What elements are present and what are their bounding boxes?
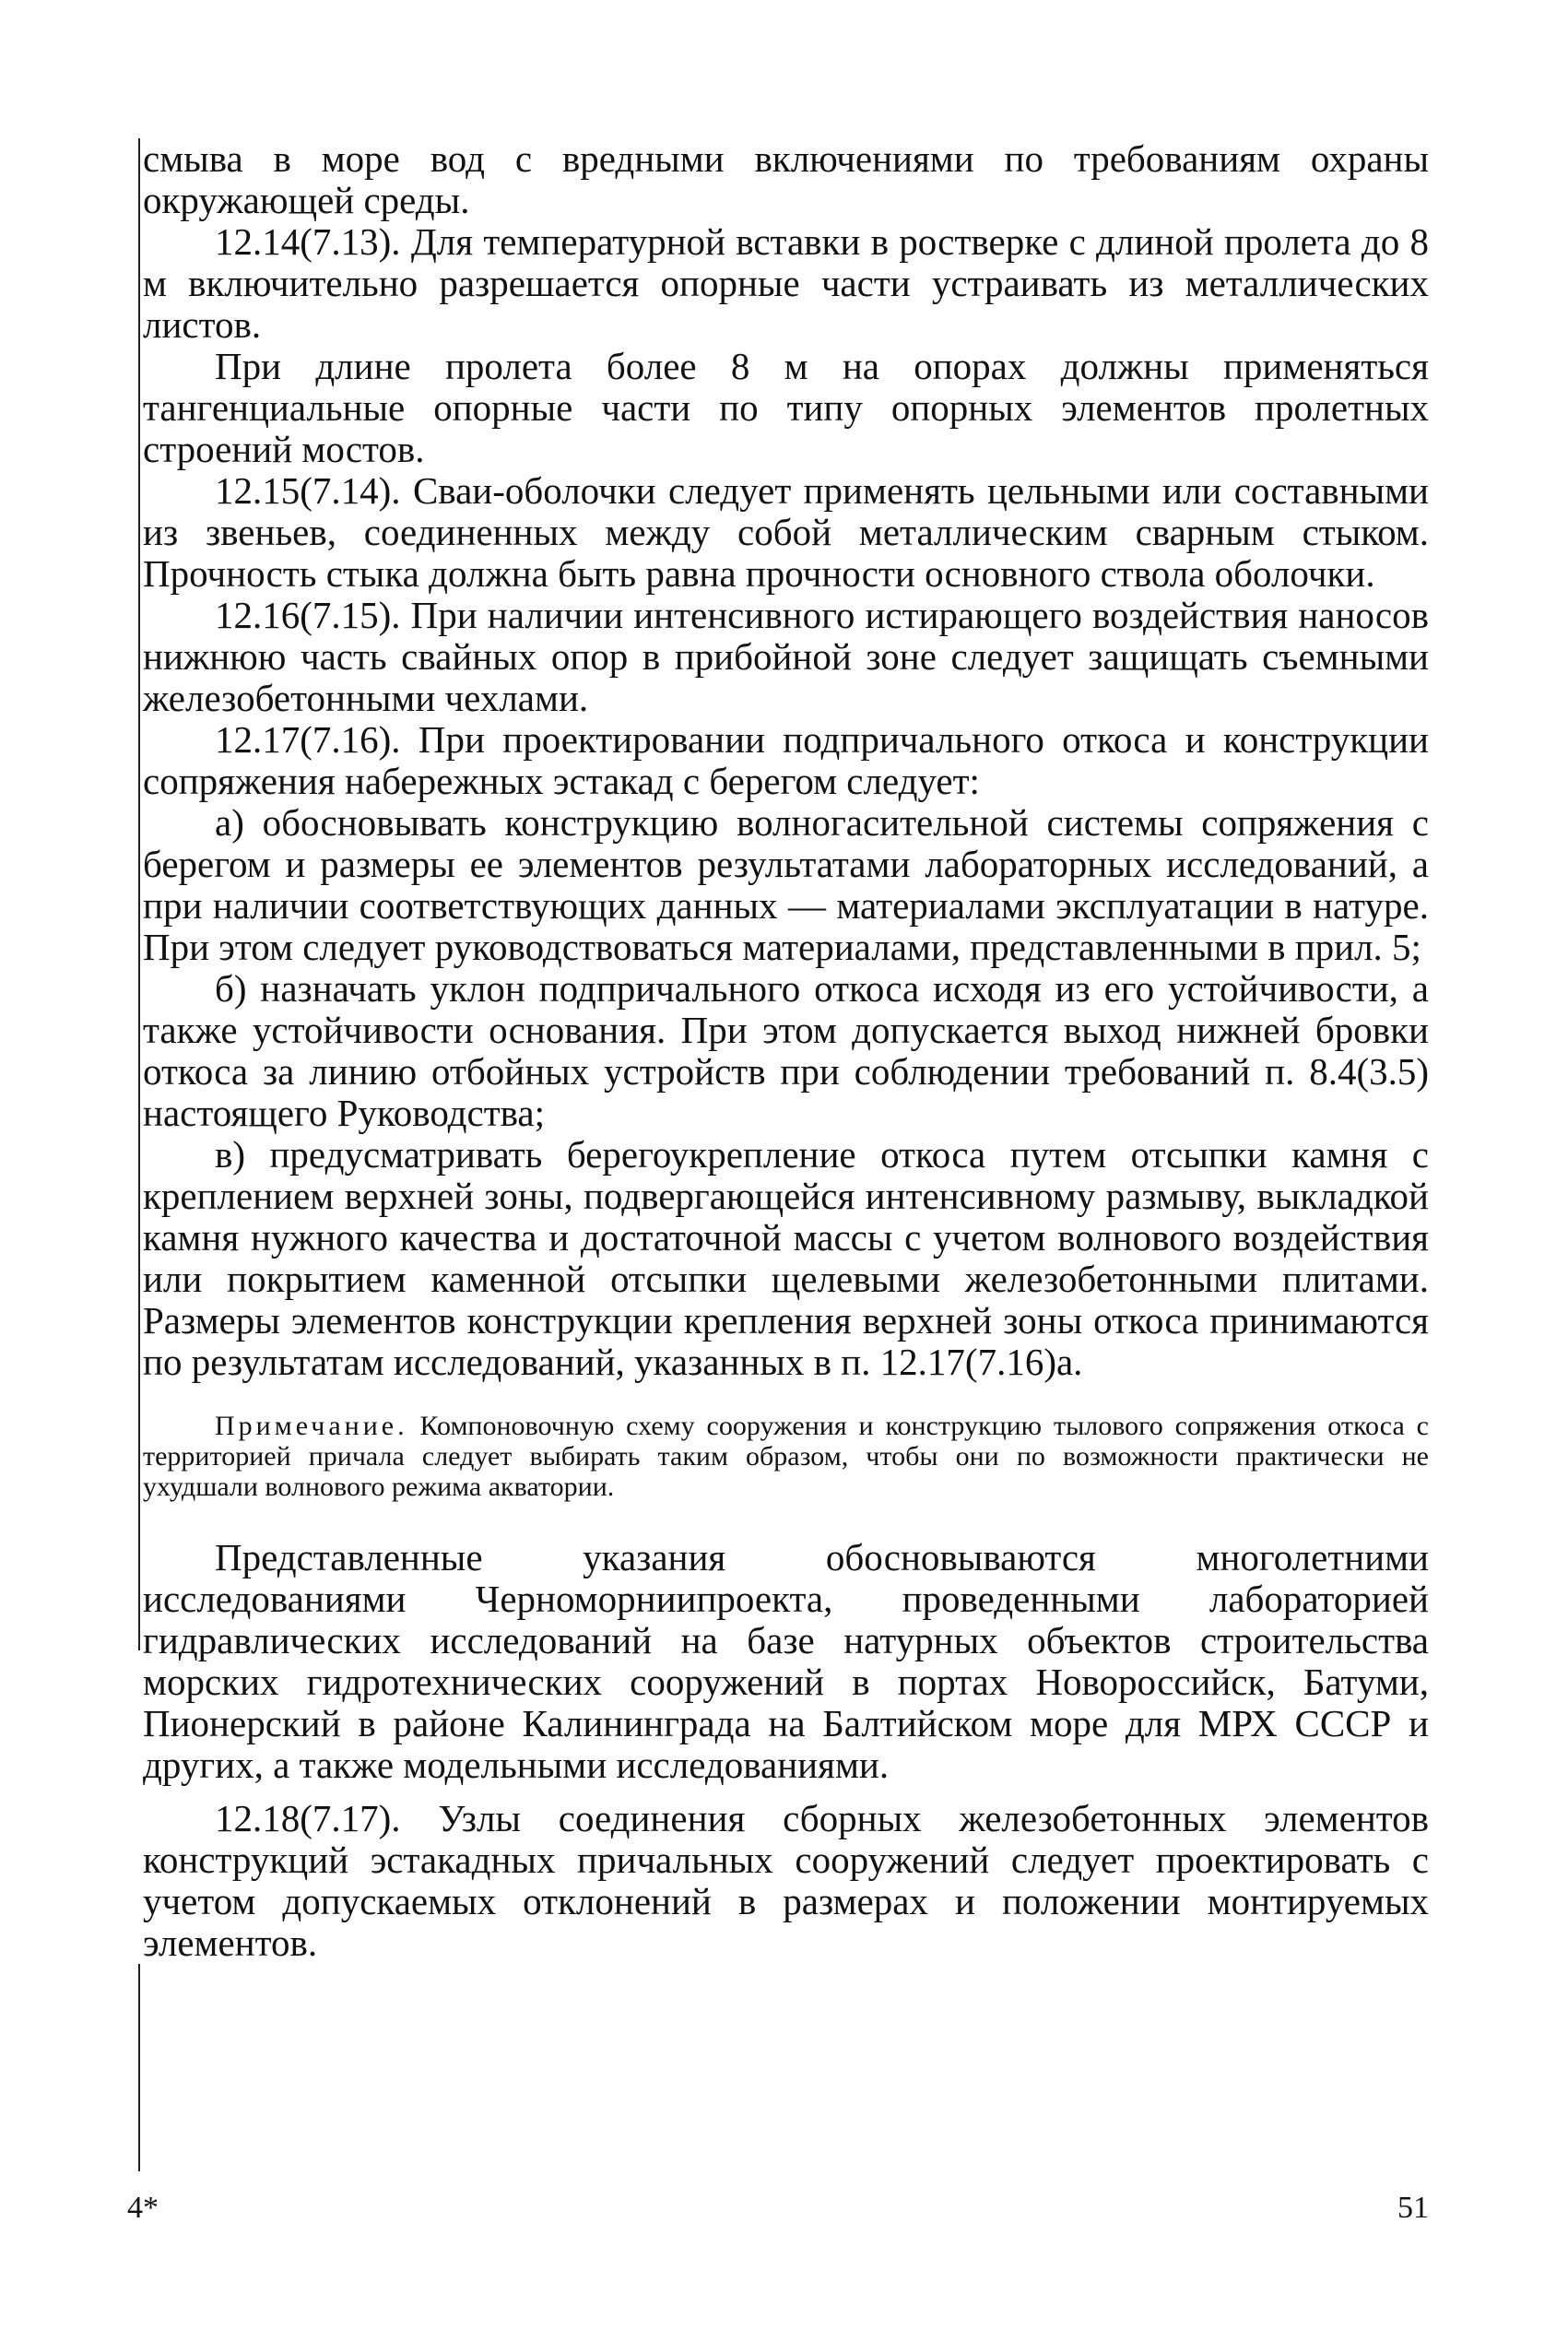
paragraph-12-16: 12.16(7.15). При наличии интенсивного истирающего воздействия наносов нижнюю часть свайных опор в прибойной зоне следует защищать съемными железобетонными чехлами. (143, 594, 1429, 719)
note-label: Примечание. (215, 1411, 408, 1441)
paragraph-12-18: 12.18(7.17). Узлы соединения сборных железобетонных элементов конструкций эстакадных причальных сооружений следует проектировать с учетом допускаемых отклонений в размерах и положении монтируемых элементов. (143, 1797, 1429, 1964)
paragraph-continuation: смыва в море вод с вредными включениями по требованиям охраны окружающей среды. (143, 137, 1429, 221)
page-number: 51 (1397, 2191, 1429, 2225)
signature-mark: 4* (127, 2191, 159, 2225)
page-footer (127, 2191, 1429, 2226)
note (143, 1411, 1429, 1502)
list-item-b: б) назначать уклон подпричального откоса исходя из его устойчивости, а также устойчивости основания. При этом допускается выход нижней бровки откоса за линию отбойных устройств при соблюдении требований п. 8.4(3.5) настоящего Руководства; (143, 967, 1429, 1134)
note-text: Компоновочную схему сооружения и конструкцию тылового сопряжения откоса с территорией причала следует выбирать таким образом, чтобы они по возможности практически не ухудшали волнового режима акватории. (143, 1411, 1429, 1502)
paragraph-12-15: 12.15(7.14). Сваи-оболочки следует применять цельными или составными из звеньев, соединенных между собой металлическим сварным стыком. Прочность стыка должна быть равна прочности основного ствола оболочки. (143, 469, 1429, 595)
paragraph-12-14-b: При длине пролета более 8 м на опорах должны применяться тангенциальные опорные части по типу опорных элементов пролетных строений мостов. (143, 345, 1429, 470)
paragraph-commentary: Представленные указания обосновываются многолетними исследованиями Черноморниипроекта, проведенными лабораторией гидравлических исследований на базе натурных объектов строительства морских гидротехнических сооружений в портах Новороссийск, Батуми, Пионерский в районе Калининграда на Балтийском море для МРХ СССР и других, а также модельными исследованиями. (143, 1536, 1429, 1786)
margin-bar-top (138, 138, 140, 1650)
main-text (143, 138, 1429, 1964)
paragraph-12-14: 12.14(7.13). Для температурной вставки в ростверке с длиной пролета до 8 м включительно разрешается опорные части устраивать из металлических листов. (143, 220, 1429, 346)
list-item-a: а) обосновывать конструкцию волногасительной системы сопряжения с берегом и размеры ее элементов результатами лабораторных исследований, а при наличии соответствующих данных — материалами эксплуатации в натуре. При этом следует руководствоваться материалами, представленными в прил. 5; (143, 801, 1429, 968)
list-item-v: в) предусматривать берегоукрепление откоса путем отсыпки камня с креплением верхней зоны, подвергающейся интенсивному размыву, выкладкой камня нужного качества и достаточной массы с учетом волнового воздействия или покрытием каменной отсыпки щелевыми железобетонными плитами. Размеры элементов конструкции крепления верхней зоны откоса принимаются по результатам исследований, указанных в п. 12.17(7.16)а. (143, 1133, 1429, 1383)
margin-bar-bottom (138, 1964, 140, 2171)
paragraph-12-17: 12.17(7.16). При проектировании подпричального откоса и конструкции сопряжения набережных эстакад с берегом следует: (143, 718, 1429, 802)
